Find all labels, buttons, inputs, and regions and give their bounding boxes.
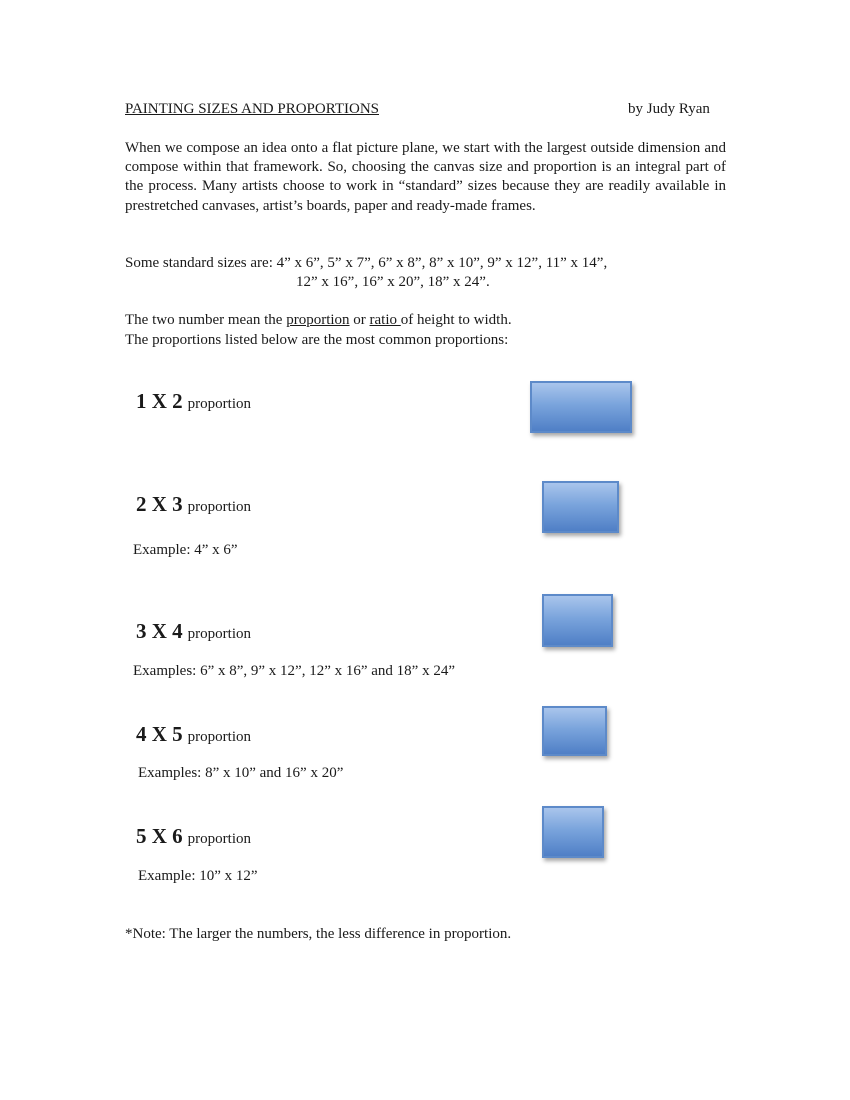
proportion-example-3x4: Examples: 6” x 8”, 9” x 12”, 12” x 16” and 18” x 24”	[133, 663, 455, 679]
ratio-explanation-before: The two number mean the	[125, 312, 287, 328]
footnote: *Note: The larger the numbers, the less difference in proportion.	[125, 926, 512, 942]
author-byline: by Judy Ryan	[628, 101, 710, 117]
proportion-example-4x5: Examples: 8” x 10” and 16” x 20”	[138, 765, 344, 781]
ratio-explanation-after: of height to width.	[400, 312, 512, 328]
proportion-label: proportion	[187, 499, 251, 515]
proportion-label: proportion	[187, 729, 251, 745]
proportion-rectangle-4x5	[542, 706, 607, 756]
proportion-heading-2x3	[136, 492, 251, 517]
proportion-term: proportion	[286, 312, 350, 328]
proportion-heading-1x2	[136, 389, 251, 414]
standard-sizes-line-1: Some standard sizes are: 4” x 6”, 5” x 7”, 6” x 8”, 8” x 10”, 9” x 12”, 11” x 14”,	[125, 255, 608, 271]
proportion-heading-4x5	[136, 722, 251, 747]
proportion-rectangle-3x4	[542, 594, 613, 647]
proportion-ratio: 2 X 3	[136, 492, 183, 516]
common-proportions-intro: The proportions listed below are the most common proportions:	[125, 332, 509, 348]
proportion-heading-3x4	[136, 619, 251, 644]
proportion-ratio: 5 X 6	[136, 824, 183, 848]
ratio-explanation	[125, 312, 512, 329]
proportion-ratio: 1 X 2	[136, 389, 183, 413]
page-title: PAINTING SIZES AND PROPORTIONS	[125, 101, 379, 117]
proportion-label: proportion	[187, 626, 251, 642]
proportion-example-5x6: Example: 10” x 12”	[138, 868, 258, 884]
ratio-term: ratio	[369, 312, 401, 328]
standard-sizes-line-2: 12” x 16”, 16” x 20”, 18” x 24”.	[296, 274, 490, 290]
proportion-ratio: 3 X 4	[136, 619, 183, 643]
proportion-rectangle-5x6	[542, 806, 604, 858]
ratio-explanation-or: or	[349, 312, 370, 328]
proportion-rectangle-2x3	[542, 481, 619, 533]
proportion-label: proportion	[187, 831, 251, 847]
proportion-example-2x3: Example: 4” x 6”	[133, 542, 238, 558]
proportion-ratio: 4 X 5	[136, 722, 183, 746]
proportion-label: proportion	[187, 396, 251, 412]
proportion-heading-5x6	[136, 824, 251, 849]
proportion-rectangle-1x2	[530, 381, 632, 433]
intro-paragraph: When we compose an idea onto a flat picture plane, we start with the largest outside dimension and compose within that framework. So, choosing the canvas size and proportion is an integral part of the process. Many artists choose to work in “standard” sizes because they are readily available in prestretched canvases, artist’s boards, paper and ready-made frames.	[125, 140, 726, 214]
